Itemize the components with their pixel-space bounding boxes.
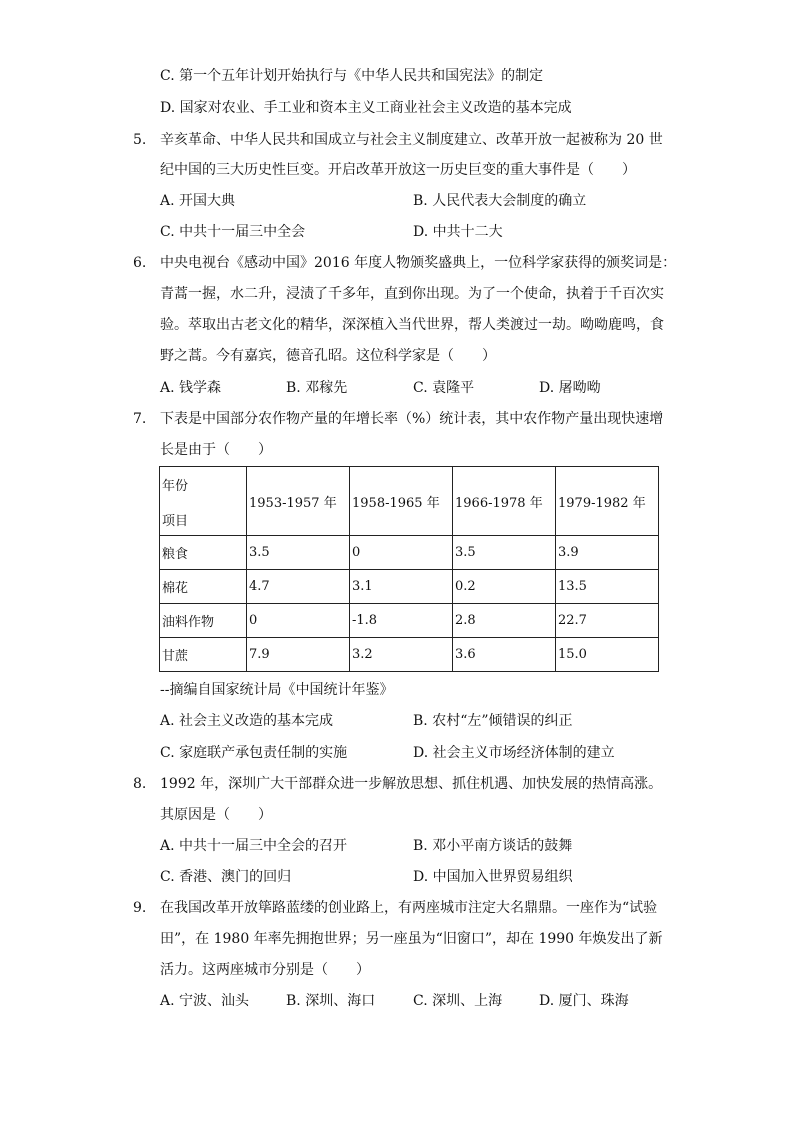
q5-stem-line-1: 辛亥革命、中华人民共和国成立与社会主义制度建立、改革开放一起被称为 20 世: [160, 132, 663, 148]
crop-growth-table: [159, 466, 659, 672]
q9-number: 9.: [133, 900, 147, 916]
table-cell: 3.1: [350, 570, 453, 604]
table-cell: 3.2: [350, 638, 453, 672]
q8-option-d: D. 中国加入世界贸易组织: [413, 869, 573, 885]
q5-stem-line-2: 纪中国的三大历史性巨变。开启改革开放这一历史巨变的重大事件是（ ）: [160, 162, 636, 178]
table-cell: 0.2: [453, 570, 556, 604]
q5-option-a: A. 开国大典: [160, 193, 236, 209]
q6-number: 6.: [133, 255, 147, 271]
q5-number: 5.: [133, 132, 147, 148]
table-row-label: 油料作物: [160, 604, 247, 638]
table-cell: 4.7: [247, 570, 350, 604]
q6-stem-line-1: 中央电视台《感动中国》2016 年度人物颁奖盛典上，一位科学家获得的颁奖词是：: [160, 255, 677, 271]
table-cell: 13.5: [556, 570, 659, 604]
q8-option-b: B. 邓小平南方谈话的鼓舞: [413, 838, 573, 854]
q9-option-b: B. 深圳、海口: [286, 993, 376, 1009]
q7-option-d: D. 社会主义市场经济体制的建立: [413, 745, 615, 761]
table-header-col-2: 1958-1965 年: [350, 467, 453, 536]
q9-stem-line-3: 活力。这两座城市分别是（ ）: [160, 962, 370, 978]
table-row: [160, 638, 659, 672]
q8-option-c: C. 香港、澳门的回归: [160, 869, 292, 885]
q8-number: 8.: [133, 776, 147, 792]
q9-option-d: D. 厦门、珠海: [539, 993, 629, 1009]
q7-number: 7.: [133, 411, 147, 427]
table-cell: 0: [247, 604, 350, 638]
table-corner-item: 项目: [162, 514, 189, 529]
q4-option-d: D. 国家对农业、手工业和资本主义工商业社会主义改造的基本完成: [160, 100, 572, 116]
q5-option-d: D. 中共十二大: [413, 224, 503, 240]
q8-stem-line-1: 1992 年，深圳广大干部群众进一步解放思想、抓住机遇、加快发展的热情高涨。: [160, 776, 663, 792]
q7-option-c: C. 家庭联产承包责任制的实施: [160, 745, 348, 761]
q6-option-d: D. 屠呦呦: [539, 380, 601, 396]
table-header-col-1: 1953-1957 年: [247, 467, 350, 536]
q9-option-c: C. 深圳、上海: [413, 993, 503, 1009]
table-corner-cell: [160, 467, 247, 536]
q9-stem-line-2: 田”，在 1980 年率先拥抱世界；另一座虽为“旧窗口”，却在 1990 年焕发出了新: [160, 931, 663, 947]
table-cell: 7.9: [247, 638, 350, 672]
q7-stem-line-2: 长是由于（ ）: [160, 442, 272, 458]
table-cell: 3.5: [453, 536, 556, 570]
q6-option-c: C. 袁隆平: [413, 380, 475, 396]
table-row: [160, 570, 659, 604]
table-header-col-3: 1966-1978 年: [453, 467, 556, 536]
table-cell: 3.9: [556, 536, 659, 570]
q6-option-a: A. 钱学森: [160, 380, 222, 396]
table-row: [160, 604, 659, 638]
table-cell: -1.8: [350, 604, 453, 638]
q8-option-a: A. 中共十一届三中全会的召开: [160, 838, 348, 854]
q6-stem-line-2: 青蒿一握，水二升，浸渍了千多年，直到你出现。为了一个使命，执着于千百次实: [160, 286, 664, 302]
q7-option-b: B. 农村“左”倾错误的纠正: [413, 713, 573, 729]
table-corner-year: 年份: [162, 479, 189, 494]
table-cell: 3.5: [247, 536, 350, 570]
q8-stem-line-2: 其原因是（ ）: [160, 807, 272, 823]
table-cell: 22.7: [556, 604, 659, 638]
table-cell: 15.0: [556, 638, 659, 672]
table-row-label: 甘蔗: [160, 638, 247, 672]
q6-option-b: B. 邓稼先: [286, 380, 348, 396]
q7-table-source: --摘编自国家统计局《中国统计年鉴》: [160, 682, 394, 698]
table-cell: 0: [350, 536, 453, 570]
table-row-label: 粮食: [160, 536, 247, 570]
q7-stem-line-1: 下表是中国部分农作物产量的年增长率（%）统计表，其中农作物产量出现快速增: [160, 411, 664, 427]
q4-option-c: C. 第一个五年计划开始执行与《中华人民共和国宪法》的制定: [160, 68, 544, 84]
q6-stem-line-4: 野之蒿。今有嘉宾，德音孔昭。这位科学家是（ ）: [160, 348, 496, 364]
table-row: [160, 536, 659, 570]
q7-option-a: A. 社会主义改造的基本完成: [160, 713, 334, 729]
q5-option-c: C. 中共十一届三中全会: [160, 224, 306, 240]
table-header-col-4: 1979-1982 年: [556, 467, 659, 536]
q5-option-b: B. 人民代表大会制度的确立: [413, 193, 587, 209]
table-cell: 2.8: [453, 604, 556, 638]
q6-stem-line-3: 验。萃取出古老文化的精华，深深植入当代世界，帮人类渡过一劫。呦呦鹿鸣，食: [160, 317, 664, 333]
q9-stem-line-1: 在我国改革开放筚路蓝缕的创业路上，有两座城市注定大名鼎鼎。一座作为“试验: [160, 900, 658, 916]
table-cell: 3.6: [453, 638, 556, 672]
table-row-label: 棉花: [160, 570, 247, 604]
q9-option-a: A. 宁波、汕头: [160, 993, 250, 1009]
